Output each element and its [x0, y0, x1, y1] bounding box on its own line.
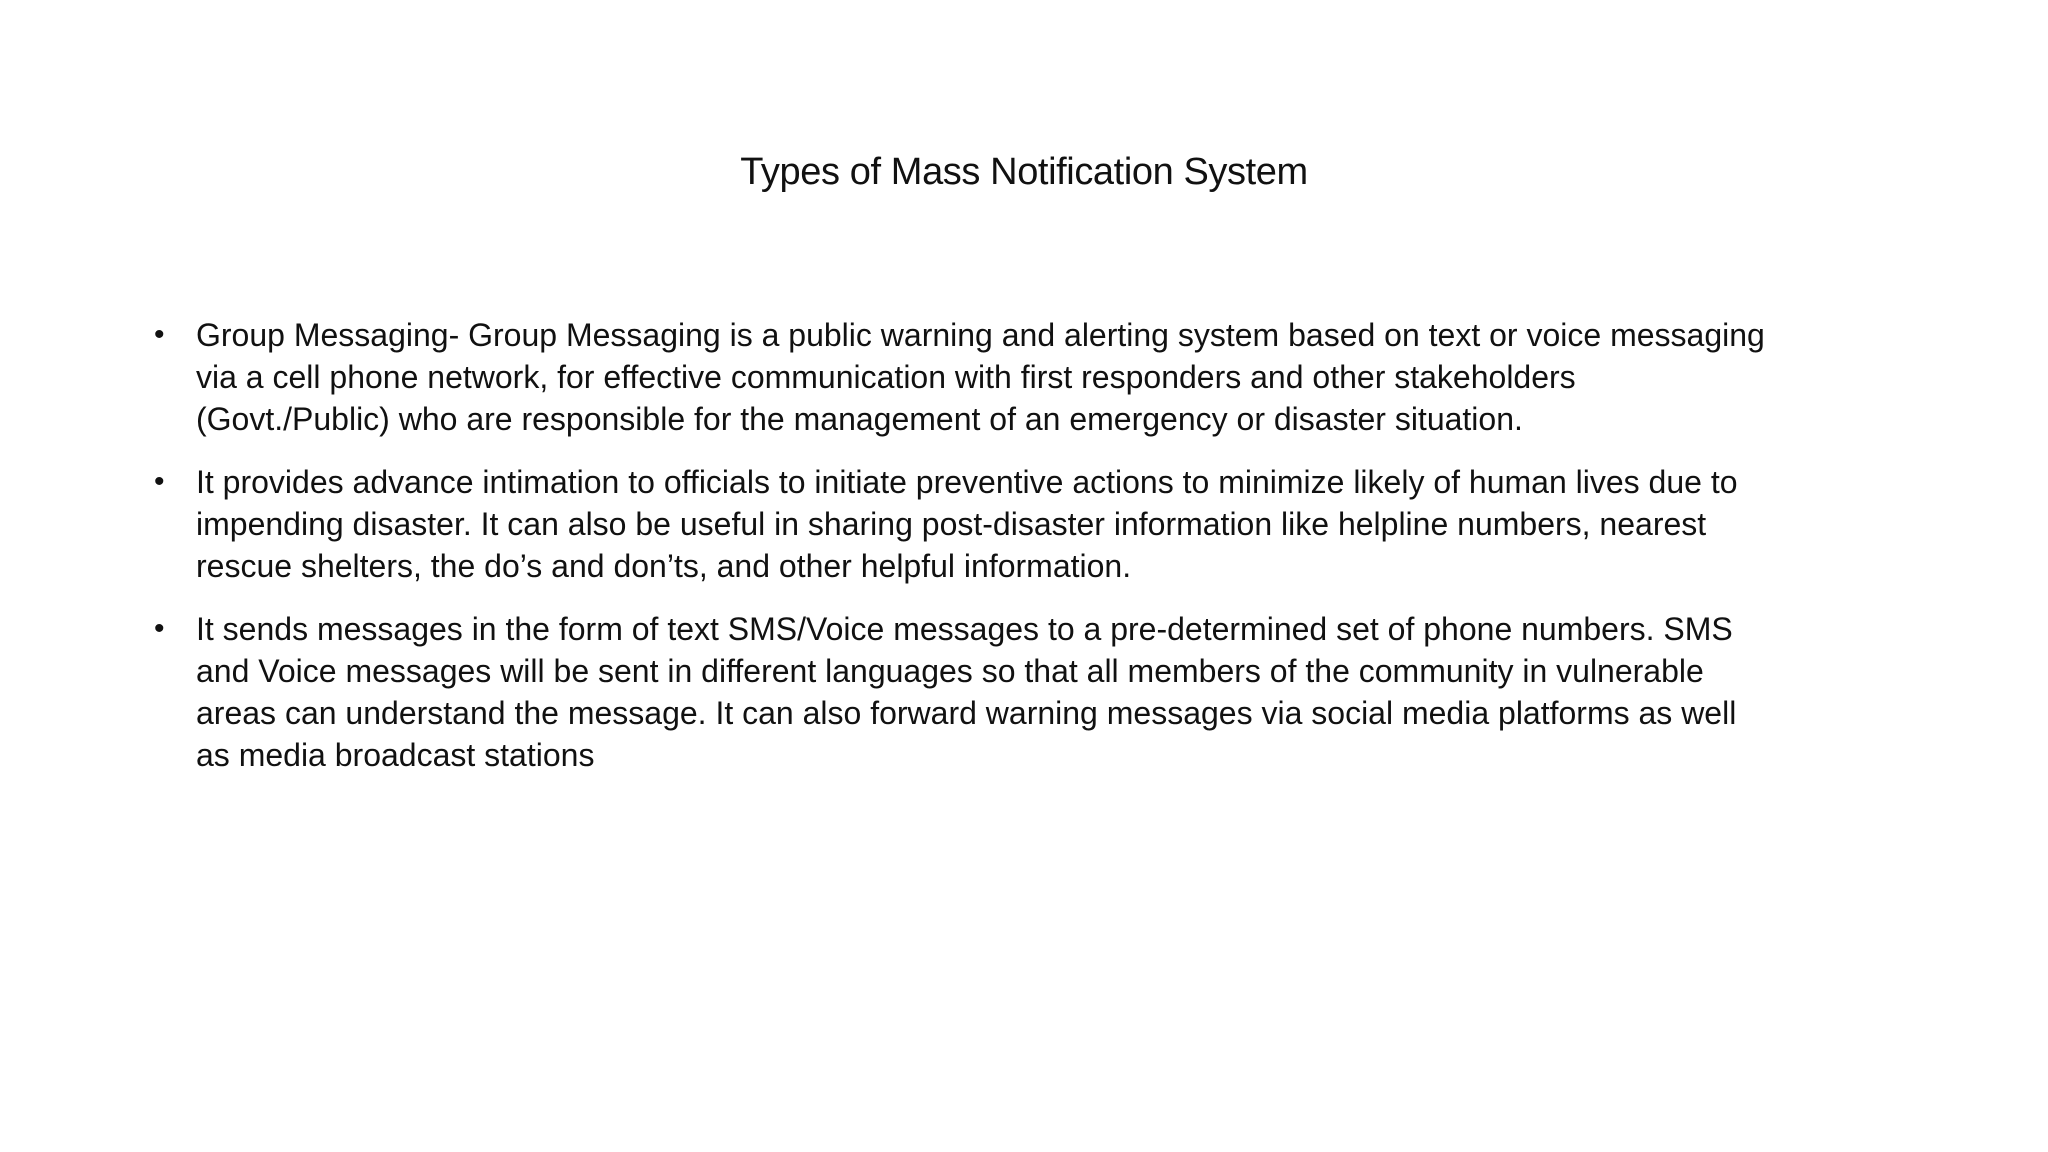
- bullet-dot-icon: •: [154, 318, 165, 351]
- bullet-list: [151, 314, 1771, 797]
- bullet-text: It provides advance intimation to officials to initiate preventive actions to minimize likely of human lives due to impending disaster. It can also be useful in sharing post-disaster information like helpline numbers, nearest rescue shelters, the do’s and don’ts, and other helpful information.: [196, 464, 1738, 584]
- bullet-dot-icon: •: [154, 465, 165, 498]
- bullet-item-advance-intimation: [151, 461, 1771, 587]
- bullet-item-sends-messages: [151, 608, 1771, 776]
- slide-title: Types of Mass Notification System: [740, 151, 1308, 193]
- bullet-text: It sends messages in the form of text SMS/Voice messages to a pre-determined set of phone numbers. SMS and Voice messages will be sent in different languages so that all members of the community in vulnerable areas can understand the message. It can also forward warning messages via social media platforms as well as media broadcast stations: [196, 611, 1737, 773]
- bullet-text: Group Messaging- Group Messaging is a public warning and alerting system based on text or voice messaging via a cell phone network, for effective communication with first responders and other stakeholders (Govt./Public) who are responsible for the management of an emergency or disaster situation.: [196, 317, 1765, 437]
- bullet-item-group-messaging: [151, 314, 1771, 440]
- bullet-dot-icon: •: [154, 612, 165, 645]
